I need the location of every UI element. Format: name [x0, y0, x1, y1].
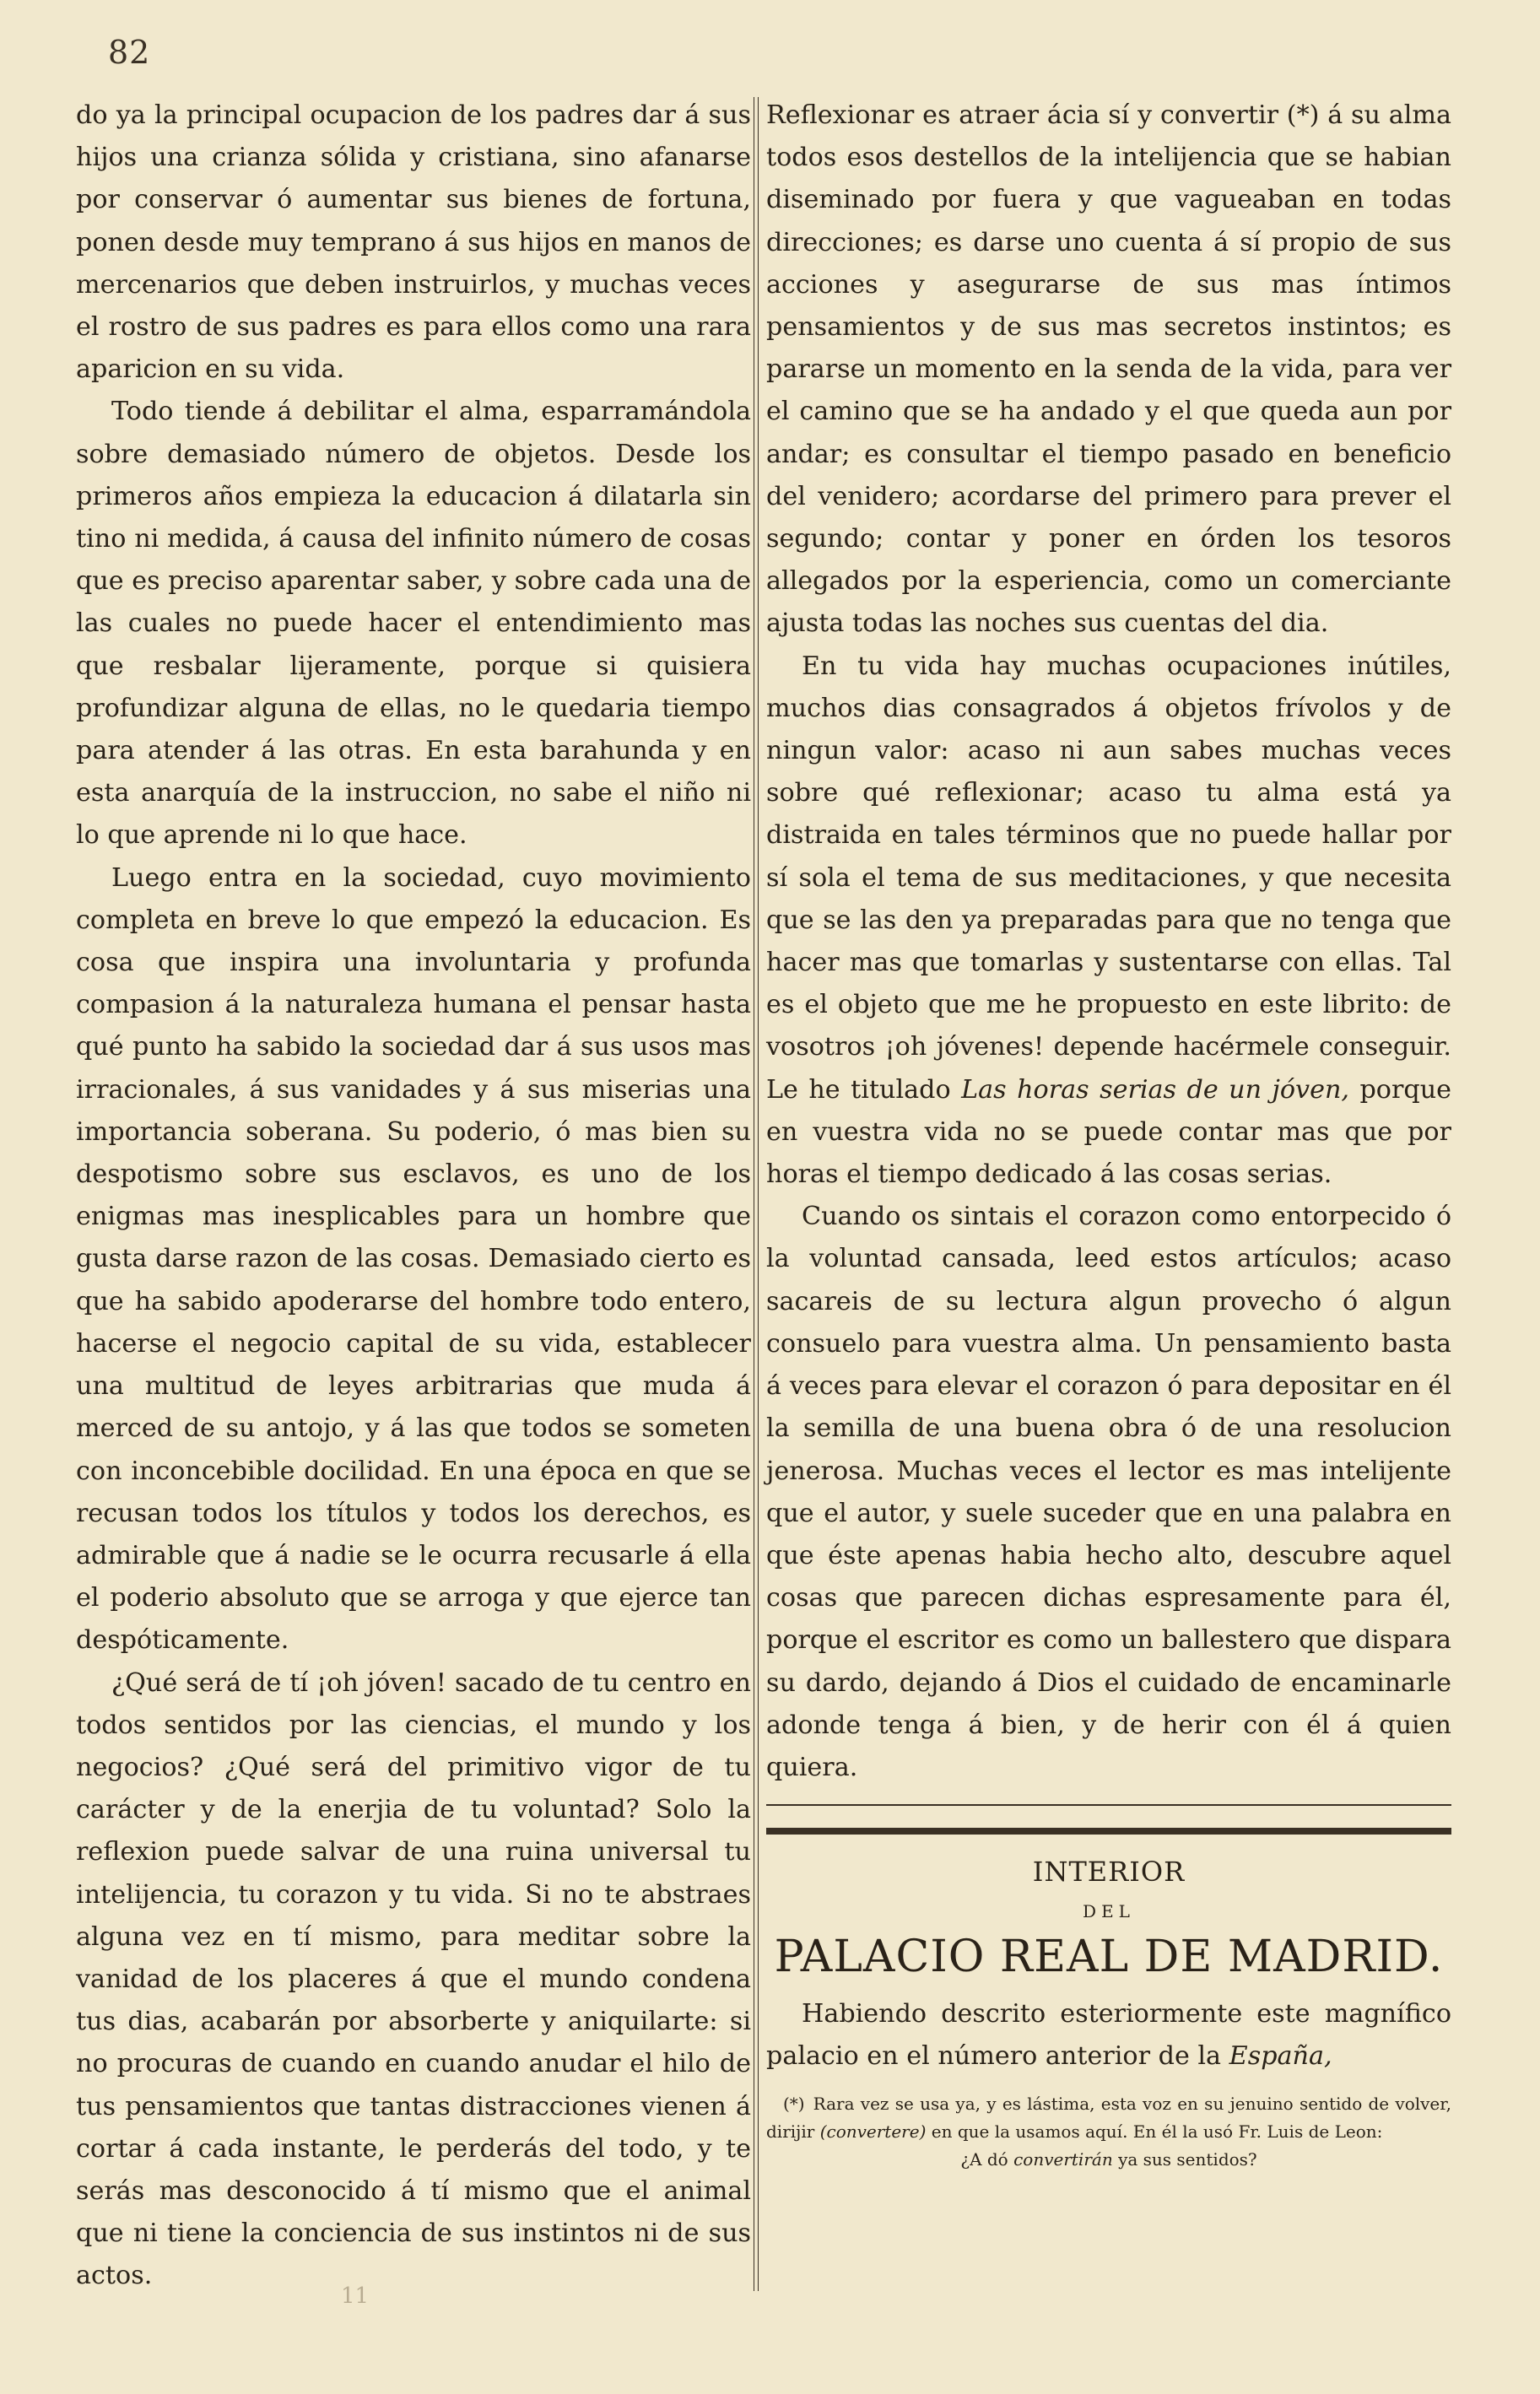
left-paragraph-4: ¿Qué será de tí ¡oh jóven! sacado de tu centro en todos sentidos por las ciencias, el mundo y los negocios? ¿Qué será del primitivo vigor de tu carácter y de la enerjia de tu voluntad? Solo la reflexion puede salvar de una ruina universal tu intelijencia, tu corazon y tu vida. Si no te abstraes alguna vez en tí mismo, para meditar sobre la vanidad de los placeres á que el mundo condena tus dias, acabarán por absorberte y aniquilarte: si no procuras de cuando en cuando anudar el hilo de tus pensamientos que tantas distracciones vienen á cortar á cada instante, le perderás del todo, y te serás mas desconocido á tí mismo que el animal que ni tiene la conciencia de sus instintos ni de sus actos.: [76, 1667, 751, 2291]
footnote-text-b: en que la usamos aquí. En él la usó Fr. Luis de Leon:: [931, 2121, 1383, 2142]
footnote-text: [766, 2090, 1451, 2146]
section-heading: INTERIOR: [1032, 1856, 1186, 1889]
footnote: [766, 2090, 1451, 2174]
right-paragraph-2: [766, 646, 1451, 1197]
footnote-mark: (*): [783, 2093, 805, 2114]
bottom-mark: 11: [341, 2283, 370, 2309]
footnote-quote-a: ¿A dó: [960, 2148, 1008, 2170]
right-paragraph-1: Reflexionar es atraer ácia sí y convertir (*) á su alma todos esos destellos de la intelijencia que se habian diseminado por fuera y que vagueaban en todas direcciones; es darse uno cuenta á sí propio de sus acciones y asegurarse de sus mas íntimos pensamientos y de sus mas secretos instintos; es pararse un momento en la senda de la vida, para ver el camino que se ha andado y el que queda aun por andar; es consultar el tiempo pasado en beneficio del venidero; acordarse del primero para prever el segundo; contar y poner en órden los tesoros allegados por la esperiencia, como un comerciante ajusta todas las noches sus cuentas del dia.: [766, 100, 1451, 639]
left-paragraph-3: Luego entra en la sociedad, cuyo movimiento completa en breve lo que empezó la educacion. Es cosa que inspira una involuntaria y profunda compasion á la naturaleza humana el pensar hasta qué punto ha sabido la sociedad dar á sus usos mas irracionales, á sus vanidades y á sus miserias una importancia soberana. Su poderio, ó mas bien su despotismo sobre sus esclavos, es uno de los enigmas mas inesplicables para un hombre que gusta darse razon de las cosas. Demasiado cierto es que ha sabido apoderarse del hombre todo entero, hacerse el negocio capital de su vida, establecer una multitud de leyes arbitrarias que muda á merced de su antojo, y á las que todos se someten con inconcebible docilidad. En una época en que se recusan todos los títulos y todos los derechos, es admirable que á nadie se le ocurra recusarle á ella el poderio absoluto que se arroga y que ejerce tan despóticamente.: [76, 862, 751, 1656]
section-intro: [766, 1993, 1451, 2078]
book-title: Las horas serias de un jóven,: [961, 1074, 1349, 1105]
right-paragraph-2-end: porque en vuestra vida no se puede contar mas que por horas el tiempo dedicado á las cosas serias.: [766, 1074, 1452, 1190]
section-intro-text: Habiendo descrito esteriormente este magnífico palacio en el número anterior de la: [766, 1999, 1451, 2072]
section-rule-thin: [766, 1804, 1451, 1806]
column-divider: [754, 97, 759, 2291]
section-intro-emphasis: España,: [1229, 2041, 1332, 2072]
footnote-quote-emphasis: convertirán: [1013, 2148, 1113, 2170]
footnote-quote-b: ya sus sentidos?: [1118, 2148, 1257, 2170]
right-paragraph-2-text: En tu vida hay muchas ocupaciones inútiles, muchos dias consagrados á objetos frívolos y de ningun valor: acaso ni aun sabes muchas veces sobre qué reflexionar; acaso tu alma está ya distraida en tales términos que no puede hallar por sí sola el tema de sus meditaciones, y que necesita que se las den ya preparadas para que no tenga que hacer mas que tomarlas y sustentarse con ellas. Tal es el objeto que me he propuesto en este librito: de vosotros ¡oh jóvenes! depende hacérmele conseguir. Le he titulado: [766, 651, 1451, 1105]
footnote-text-a: Rara vez se usa ya, y es lástima, esta voz en su jenuino sentido de volver, dirijir: [766, 2093, 1451, 2142]
footnote-emphasis: (convertere): [819, 2121, 927, 2142]
page-number: 82: [108, 34, 151, 71]
right-column: [766, 95, 1451, 2174]
section-connector: DEL: [1083, 1901, 1135, 1922]
section-rule-thick: [766, 1828, 1451, 1835]
left-paragraph-1: do ya la principal ocupacion de los padres dar á sus hijos una crianza sólida y cristiana, sino afanarse por conservar ó aumentar sus bienes de fortuna, ponen desde muy temprano á sus hijos en manos de mercenarios que deben instruirlos, y muchas veces el rostro de sus padres es para ellos como una rara aparicion en su vida.: [76, 100, 751, 385]
footnote-quote: [766, 2146, 1451, 2174]
left-column: [76, 95, 751, 2298]
right-paragraph-3: Cuando os sintais el corazon como entorpecido ó la voluntad cansada, leed estos artículos; acaso sacareis de su lectura algun provecho ó algun consuelo para vuestra alma. Un pensamiento basta á veces para elevar el corazon ó para depositar en él la semilla de una buena obra ó de una resolucion jenerosa. Muchas veces el lector es mas intelijente que el autor, y suele suceder que en una palabra en que éste apenas habia hecho alto, descubre aquel cosas que parecen dichas espresamente para él, porque el escritor es como un ballestero que dispara su dardo, dejando á Dios el cuidado de encaminarle adonde tenga á bien, y de herir con él á quien quiera.: [766, 1202, 1451, 1782]
left-paragraph-2: Todo tiende á debilitar el alma, esparramándola sobre demasiado número de objetos. Desde los primeros años empieza la educacion á dilatarla sin tino ni medida, á causa del infinito número de cosas que es preciso aparentar saber, y sobre cada una de las cuales no puede hacer el entendimiento mas que resbalar lijeramente, porque si quisiera profundizar alguna de ellas, no le quedaria tiempo para atender á las otras. En esta barahunda y en esta anarquía de la instruccion, no sabe el niño ni lo que aprende ni lo que hace.: [76, 397, 751, 851]
section-title: PALACIO REAL DE MADRID.: [774, 1932, 1444, 1983]
